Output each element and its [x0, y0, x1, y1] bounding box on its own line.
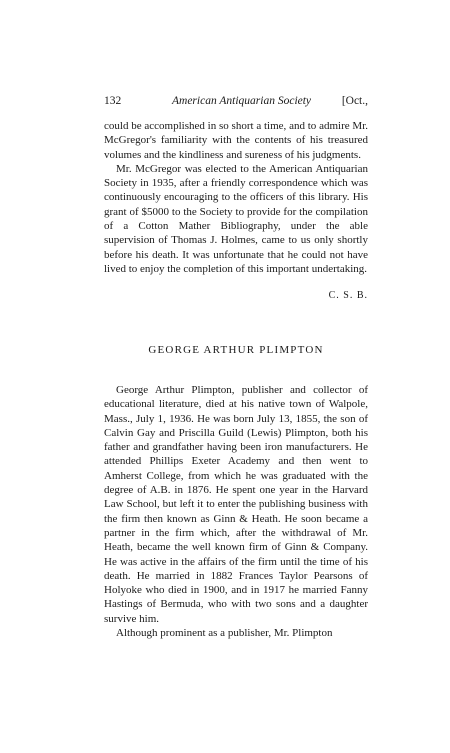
- obituary-heading: GEORGE ARTHUR PLIMPTON: [148, 344, 324, 356]
- paragraph: Mr. McGregor was elected to the American Antiquarian Society in 1935, after a friendly correspondence which was continuously encouraging to the officers of this library. His grant of $5000 to the Society to provide for the compilation of a Cotton Mather Bibliography, under the able supervision of Thomas J. Holmes, came to us only shortly before his death. It was unfortunate that he could not have lived to enjoy the completion of this important undertaking.: [104, 162, 368, 275]
- journal-title: American Antiquarian Society: [172, 95, 312, 107]
- paragraph: Although prominent as a publisher, Mr. Plimpton: [116, 627, 333, 640]
- paragraph: could be accomplished in so short a time, and to admire Mr. McGregor's familiarity with the contents of his treasured volumes and the kindliness and sureness of his judgments.: [104, 120, 368, 161]
- page-number: 132: [104, 95, 122, 107]
- obituary-text: [104, 383, 368, 640]
- issue-month: [Oct.,: [341, 95, 368, 107]
- previous-obituary-text: [104, 119, 368, 276]
- running-header: [104, 95, 368, 111]
- paragraph: George Arthur Plimpton, publisher and collector of educational literature, died at his native town of Walpole, Mass., July 1, 1936. He was born July 13, 1855, the son of Calvin Gay and Priscilla Guild (Lewis) Plimpton, both his father and grandfather having been iron manufacturers. He attended Phillips Exeter Academy and then went to Amherst College, from which he was graduated with the degree of A.B. in 1876. He spent one year in the Harvard Law School, but left it to enter the publishing business with the firm then known as Ginn & Heath. He soon became a partner in the firm which, after the withdrawal of Mr. Heath, became the well known firm of Ginn & Company. He was active in the affairs of the firm until the time of his death. He married in 1882 Frances Taylor Pearsons of Holyoke who died in 1900, and in 1917 he married Fanny Hastings of Bermuda, who with two sons and a daughter survive him.: [104, 384, 368, 625]
- author-initials: C. S. B.: [328, 290, 368, 301]
